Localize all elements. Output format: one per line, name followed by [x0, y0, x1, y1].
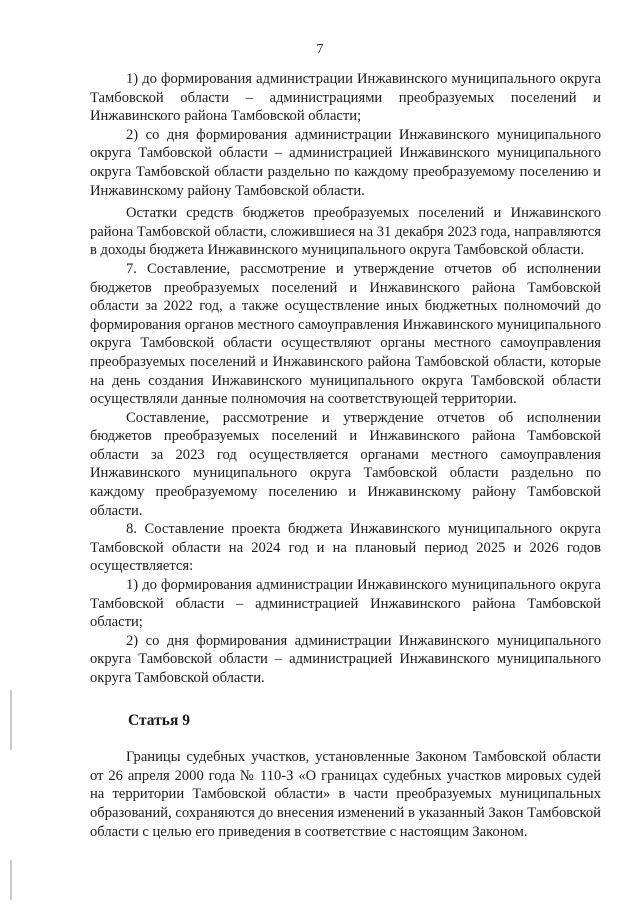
paragraph: 7. Составление, рассмотрение и утверждение отчетов об исполнении бюджетов преобразуемых поселений и Инжавинского района Тамбовской области за 2022 год, а также осуществление иных бюджетных полномочий до формирования органов местного самоуправления Инжавинского муниципального округа Тамбовской области осуществляют органы местного самоуправления преобразуемых поселений и Инжавинского района Тамбовской области, которые на день создания Инжавинского муниципального округа Тамбовской области осуществляли данные полномочия на соответствующей территории. [90, 260, 601, 408]
paragraph: 8. Составление проекта бюджета Инжавинского муниципального округа Тамбовской области на 2024 год и на плановый период 2025 и 2026 годов осуществляется: [90, 521, 601, 575]
paragraph: Остатки средств бюджетов преобразуемых поселений и Инжавинского района Тамбовской области, сложившиеся на 31 декабря 2023 года, направляются в доходы бюджета Инжавинского муниципального округа Тамбовской области. [90, 205, 601, 259]
paragraph: 1) до формирования администрации Инжавинского муниципального округа Тамбовской области – администрацией Инжавинского района Тамбовской области; [90, 577, 601, 631]
paragraph: 1) до формирования администрации Инжавинского муниципального округа Тамбовской области – администрациями преобразуемых поселений и Инжавинского района Тамбовской области; [90, 71, 601, 125]
page-number: 7 [316, 42, 324, 57]
article-heading: Статья 9 [128, 711, 190, 729]
document-body [90, 70, 601, 841]
scan-edge-mark [10, 860, 12, 900]
scan-edge-mark [10, 690, 12, 750]
paragraph: Составление, рассмотрение и утверждение отчетов об исполнении бюджетов преобразуемых поселений и Инжавинского района Тамбовской области за 2023 год осуществляется органами местного самоуправления Инжавинского муниципального округа Тамбовской области раздельно по каждому преобразуемому поселению и Инжавинскому району Тамбовской области. [90, 409, 601, 519]
paragraph: 2) со дня формирования администрации Инжавинского муниципального округа Тамбовской области – администрацией Инжавинского муниципального округа Тамбовской области. [90, 632, 601, 686]
paragraph: 2) со дня формирования администрации Инжавинского муниципального округа Тамбовской области – администрацией Инжавинского муниципального округа Тамбовской области раздельно по каждому преобразуемому поселению и Инжавинскому району Тамбовской области. [90, 126, 601, 199]
paragraph: Границы судебных участков, установленные Законом Тамбовской области от 26 апреля 2000 года № 110-З «О границах судебных участков мировых судей на территории Тамбовской области» в части преобразуемых муниципальных образований, сохраняются до внесения изменений в указанный Закон Тамбовской области с целью его приведения в соответствие с настоящим Законом. [90, 749, 601, 840]
